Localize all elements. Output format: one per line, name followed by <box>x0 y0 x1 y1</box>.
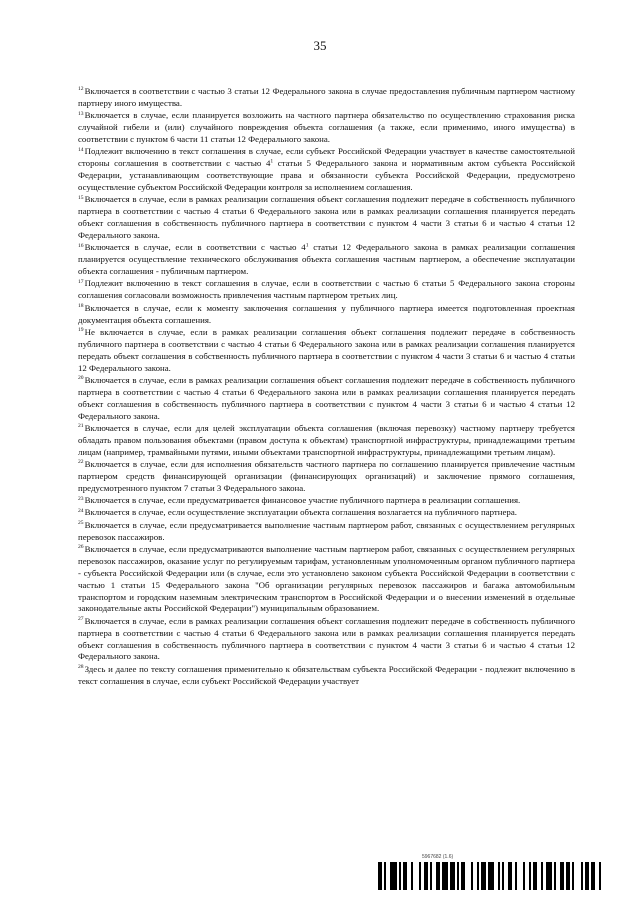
footnote-23 <box>78 495 575 507</box>
footnotes-list <box>78 86 575 688</box>
footnote-22 <box>78 459 575 495</box>
footnote-number: 22 <box>78 459 84 466</box>
footnote-number: 25 <box>78 520 84 527</box>
footnote-text: Включается в случае, если для исполнения обязательств частного партнера по соглашению планируется привлечение частным партнером средств финансирующей организации (финансирующих организаций) и заключение прямого соглашения, предусмотренного пунктом 7 статьи 3 Федерального закона. <box>78 459 575 493</box>
footnote-number: 24 <box>78 507 84 514</box>
footnote-text-continued: статьи 12 Федерального закона в рамках реализации соглашения планируется осуществление технического обслуживания объекта соглашения частным партнером, а обеспечение эксплуатации объекта соглашения - публичным партнером. <box>78 242 576 277</box>
footnote-text: Включается в случае, если предусматривается выполнение частным партнером работ, связанных с осуществлением регулярных перевозок пассажиров. <box>78 519 575 542</box>
footnote-text: Не включается в случае, если в рамках реализации соглашения объект соглашения подлежит передаче в собственность публичного партнера в соответствии с частью 4 статьи 6 Федерального закона или в рамках реализации соглашения планируется передать объект соглашения в собственность публичного партнера в соответствии с пунктом 4 части 3 статьи 6 и частью 4 статьи 12 Федерального закона. <box>78 326 575 373</box>
footnote-text: Включается в случае, если предусматриваются выполнение частным партнером работ, связанных с осуществлением регулярных перевозок пассажиров, оказание услуг по регулируемым тарифам, установленным уполномоченным органом публичного партнера - субъекта Российской Федерации или (в случае, если это установлено законом субъекта Российской Федерации в соответствии с частью 1 статьи 15 Федерального закона "Об организации регулярных перевозок пассажиров и багажа автомобильным транспортом и городским наземным электрическим транспортом в Российской Федерации и о внесении изменений в отдельные законодательные акты Российской Федерации") муниципальным образованием. <box>78 543 575 614</box>
footnote-text: Включается в случае, если планируется возложить на частного партнера обязательство по осуществлению страхования риска случайной гибели и (или) случайного повреждения объекта соглашения (а также, если применимо, иного имущества) в соответствии с пунктом 6 части 11 статьи 12 Федерального закона. <box>78 110 575 145</box>
footnote-text-continued: статьи 5 Федерального закона и нормативным актом субъекта Российской Федерации, устанавливающим соответствующие права и обязанности субъекта Российской Федерации, предусмотрено осуществление субъектом Российской Федерации контроля за исполнением соглашения. <box>78 158 575 193</box>
barcode-bar <box>601 862 603 890</box>
footnote-13 <box>78 110 575 146</box>
footnote-number: 19 <box>78 327 84 334</box>
footnote-25 <box>78 520 575 544</box>
footnote-number: 18 <box>78 303 84 310</box>
footnote-text: Подлежит включению в текст соглашения в случае, если в соответствии с частью 6 статьи 5 Федерального закона стороны соглашения согласовали возможность привлечения частным партнером третьих лиц. <box>78 278 575 301</box>
footnote-15 <box>78 194 575 242</box>
footnote-14 <box>78 146 575 194</box>
footnote-number: 28 <box>78 664 84 671</box>
footnote-text: Подлежит включению в текст соглашения в случае, если субъект Российской Федерации участвует в качестве самостоятельной стороны соглашения в соответствии с частью 4 <box>78 146 575 169</box>
footnote-text: Включается в случае, если осуществление эксплуатации объекта соглашения возлагается на публичного партнера. <box>84 507 517 518</box>
footnote-26 <box>78 544 575 615</box>
footnote-number: 27 <box>78 616 84 623</box>
barcode-bars <box>378 862 604 890</box>
footnote-text: Здесь и далее по тексту соглашения применительно к обязательствам субъекта Российской Федерации - подлежит включению в текст соглашения в случае, если субъект Российской Федерации участвует <box>78 663 575 686</box>
footnote-number: 12 <box>78 86 84 93</box>
footnote-text: Включается в случае, если для целей эксплуатации объекта соглашения (включая перевозку) частному партнеру требуется обладать правом пользования объектами (правом доступа к объектам) транспортной инфраструктуры, принадлежащими третьим лицам (например, трамвайными путями, иными объектами транспортной инфраструктуры, принадлежащими третьим лицам). <box>78 422 575 457</box>
footnote-21 <box>78 423 575 459</box>
footnote-text: Включается в случае, если предусматривается финансовое участие публичного партнера в реализации соглашения. <box>84 495 521 506</box>
footnote-12 <box>78 86 575 110</box>
footnote-18 <box>78 303 575 327</box>
footnote-text: Включается в случае, если в рамках реализации соглашения объект соглашения подлежит передаче в собственность публичного партнера в соответствии с частью 4 статьи 6 Федерального закона или в рамках реализации соглашения планируется передать объект соглашения в собственность публичного партнера в соответствии с пунктом 4 части 3 статьи 6 и частью 4 статьи 12 Федерального закона. <box>78 615 575 662</box>
superscript-one: 1 <box>305 242 309 249</box>
footnote-text: Включается в случае, если в рамках реализации соглашения объект соглашения подлежит передаче в собственность публичного партнера в соответствии с частью 4 статьи 6 Федерального закона или в рамках реализации соглашения планируется передать объект соглашения в собственность публичного партнера в соответствии с пунктом 4 части 3 статьи 6 и частью 4 статьи 12 Федерального закона. <box>78 194 575 241</box>
barcode-label: 5967682 (1.6) <box>422 854 454 860</box>
footnote-text: Включается в случае, если к моменту заключения соглашения у публичного партнера имеется подготовленная проектная документация объекта соглашения. <box>78 302 575 325</box>
footnote-number: 26 <box>78 544 84 551</box>
footnote-number: 16 <box>78 242 84 249</box>
footnote-19 <box>78 327 575 375</box>
footnote-text: Включается в соответствии с частью 3 статьи 12 Федерального закона в случае предоставления публичным партнером частному партнеру иного имущества. <box>78 86 575 108</box>
footnote-number: 23 <box>78 495 84 502</box>
footnote-number: 20 <box>78 375 84 382</box>
footnote-number: 15 <box>78 194 84 201</box>
superscript-one: 1 <box>270 158 274 165</box>
footnote-24 <box>78 507 575 519</box>
footnote-number: 21 <box>78 423 84 430</box>
document-barcode <box>378 854 604 892</box>
footnote-text: Включается в случае, если в соответствии с частью 4 <box>84 242 306 253</box>
footnote-number: 14 <box>78 146 84 153</box>
footnote-number: 13 <box>78 110 84 117</box>
footnote-17 <box>78 278 575 302</box>
footnote-text: Включается в случае, если в рамках реализации соглашения объект соглашения подлежит передаче в собственность публичного партнера в соответствии с частью 4 статьи 6 Федерального закона или в рамках реализации соглашения планируется передать объект соглашения в собственность публичного партнера в соответствии с пунктом 4 части 3 статьи 6 и частью 4 статьи 12 Федерального закона. <box>78 374 575 421</box>
page-number: 35 <box>313 38 327 53</box>
footnote-20 <box>78 375 575 423</box>
footnote-number: 17 <box>78 278 84 285</box>
footnote-16 <box>78 242 575 278</box>
footnote-27 <box>78 616 575 664</box>
footnote-28 <box>78 664 575 688</box>
